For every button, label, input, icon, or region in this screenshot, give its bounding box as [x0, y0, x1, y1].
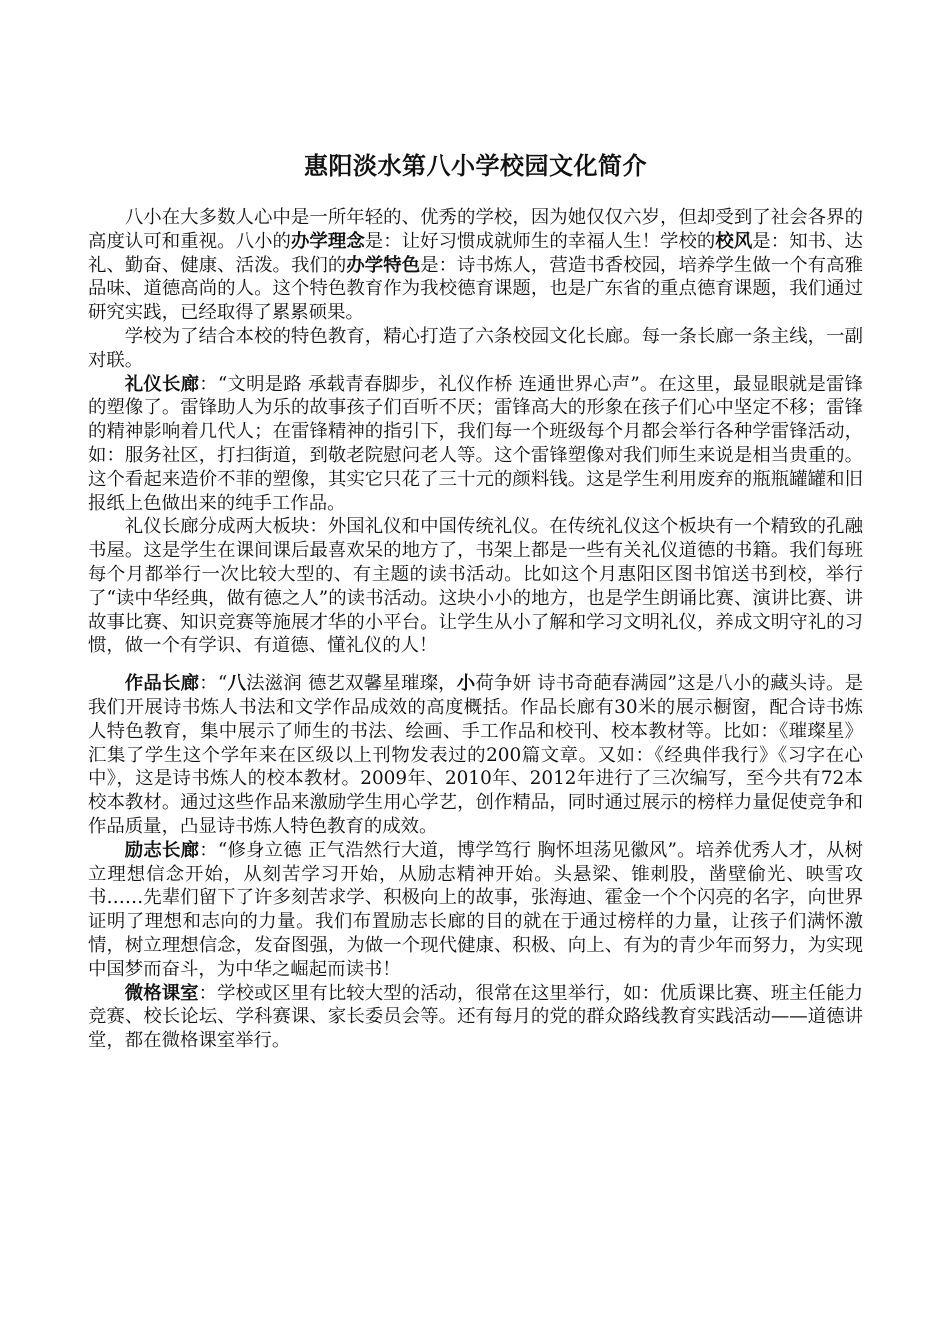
paragraph-etiquette-corridor: 礼仪长廊：“文明是路 承载青春脚步，礼仪作桥 连通世界心声”。在这里，最显眼就是雷锋的塑像了。雷锋助人为乐的故事孩子们百听不厌；雷锋高大的形象在孩子们心中坚定不移；雷锋的精神影响着几代人；在雷锋精神的指引下，我们每一个班级每个月都会举行各种学雷锋活动，如：服务社区，打扫街道，到敬老院慰问老人等。这个雷锋塑像对我们师生来说是相当贵重的。这个看起来造价不菲的塑像，其实它只花了三十元的颜料钱。这是学生利用废弃的瓶瓶罐罐和旧报纸上色做出来的纯手工作品。 — [88, 373, 863, 514]
section-label-inspiration: 励志长廊 — [124, 839, 200, 861]
keyword-philosophy: 办学理念 — [290, 230, 365, 252]
paragraph-inspiration-corridor: 励志长廊：“修身立德 正气浩然行大道，博学笃行 胸怀坦荡见徽风”。培养优秀人才，从树立理想信念开始，从刻苦学习开始，从励志精神开始。头悬梁、锥刺股，凿壁偷光、映雪攻书……先辈们留下了许多刻苦求学、积极向上的故事，张海迪、霍金一个个闪亮的名字，向世界证明了理想和志向的力量。我们布置励志长廊的目的就在于通过榜样的力量，让孩子们满怀激情，树立理想信念，发奋图强，为做一个现代健康、积极、向上、有为的青少年而努力，为实现中国梦而奋斗，为中华之崛起而读书！ — [88, 839, 863, 980]
section-label-etiquette: 礼仪长廊 — [124, 373, 200, 395]
paragraph-works-corridor: 作品长廊：“八法滋润 德艺双馨星璀璨，小荷争妍 诗书奇葩春满园”这是八小的藏头诗。是我们开展诗书炼人书法和文学作品成效的高度概括。作品长廊有30米的展示橱窗，配合诗书炼人特色教育，集中展示了师生的书法、绘画、手工作品和校刊、校本教材等。比如：《璀璨星》汇集了学生这个学年来在区级以上刊物发表过的200篇文章。又如：《经典伴我行》《习字在心中》，这是诗书炼人的校本教材。2009年、2010年、2012年进行了三次编写，至今共有72本校本教材。通过这些作品来激励学生用心学艺，创作精品，同时通过展示的榜样力量促使竞争和作品质量，凸显诗书炼人特色教育的成效。 — [88, 673, 863, 837]
paragraph-etiquette-sections: 礼仪长廊分成两大板块：外国礼仪和中国传统礼仪。在传统礼仪这个板块有一个精致的孔融书屋。这是学生在课间课后最喜欢呆的地方了，书架上都是一些有关礼仪道德的书籍。我们每班每个月都举行一次比较大型的、有主题的读书活动。比如这个月惠阳区图书馆送书到校，举行了“读中华经典，做有德之人”的读书活动。这块小小的地方，也是学生朗诵比赛、演讲比赛、讲故事比赛、知识竞赛等施展才华的小平台。让学生从小了解和学习文明礼仪，养成文明守礼的习惯，做一个有学识、有道德、懂礼仪的人！ — [88, 516, 863, 657]
paragraph-corridors: 学校为了结合本校的特色教育，精心打造了六条校园文化长廊。每一条长廊一条主线，一副对联。 — [88, 325, 863, 371]
paragraph-intro: 八小在大多数人心中是一所年轻的、优秀的学校，因为她仅仅六岁，但却受到了社会各界的高度认可和重视。八小的办学理念是：让好习惯成就师生的幸福人生！学校的校风是：知书、达礼、勤奋、健康、活泼。我们的办学特色是：诗书炼人，营造书香校园，培养学生做一个有高雅品味、道德高尚的人。这个特色教育作为我校德育课题，也是广东省的重点德育课题，我们通过研究实践，已经取得了累累硕果。 — [88, 207, 863, 324]
document-title: 惠阳淡水第八小学校园文化简介 — [304, 152, 647, 180]
document-page — [88, 148, 863, 1053]
paragraph-microteaching-room: 微格课室：学校或区里有比较大型的活动，很常在这里举行，如：优质课比赛、班主任能力竞赛、校长论坛、学科赛课、家长委员会等。还有每月的党的群众路线教育实践活动——道德讲堂，都在微格课室举行。 — [88, 982, 863, 1052]
keyword-school-feature: 办学特色 — [346, 254, 421, 276]
section-label-works: 作品长廊 — [124, 673, 200, 695]
section-label-microteaching: 微格课室 — [124, 982, 199, 1004]
keyword-school-spirit: 校风 — [715, 230, 753, 252]
